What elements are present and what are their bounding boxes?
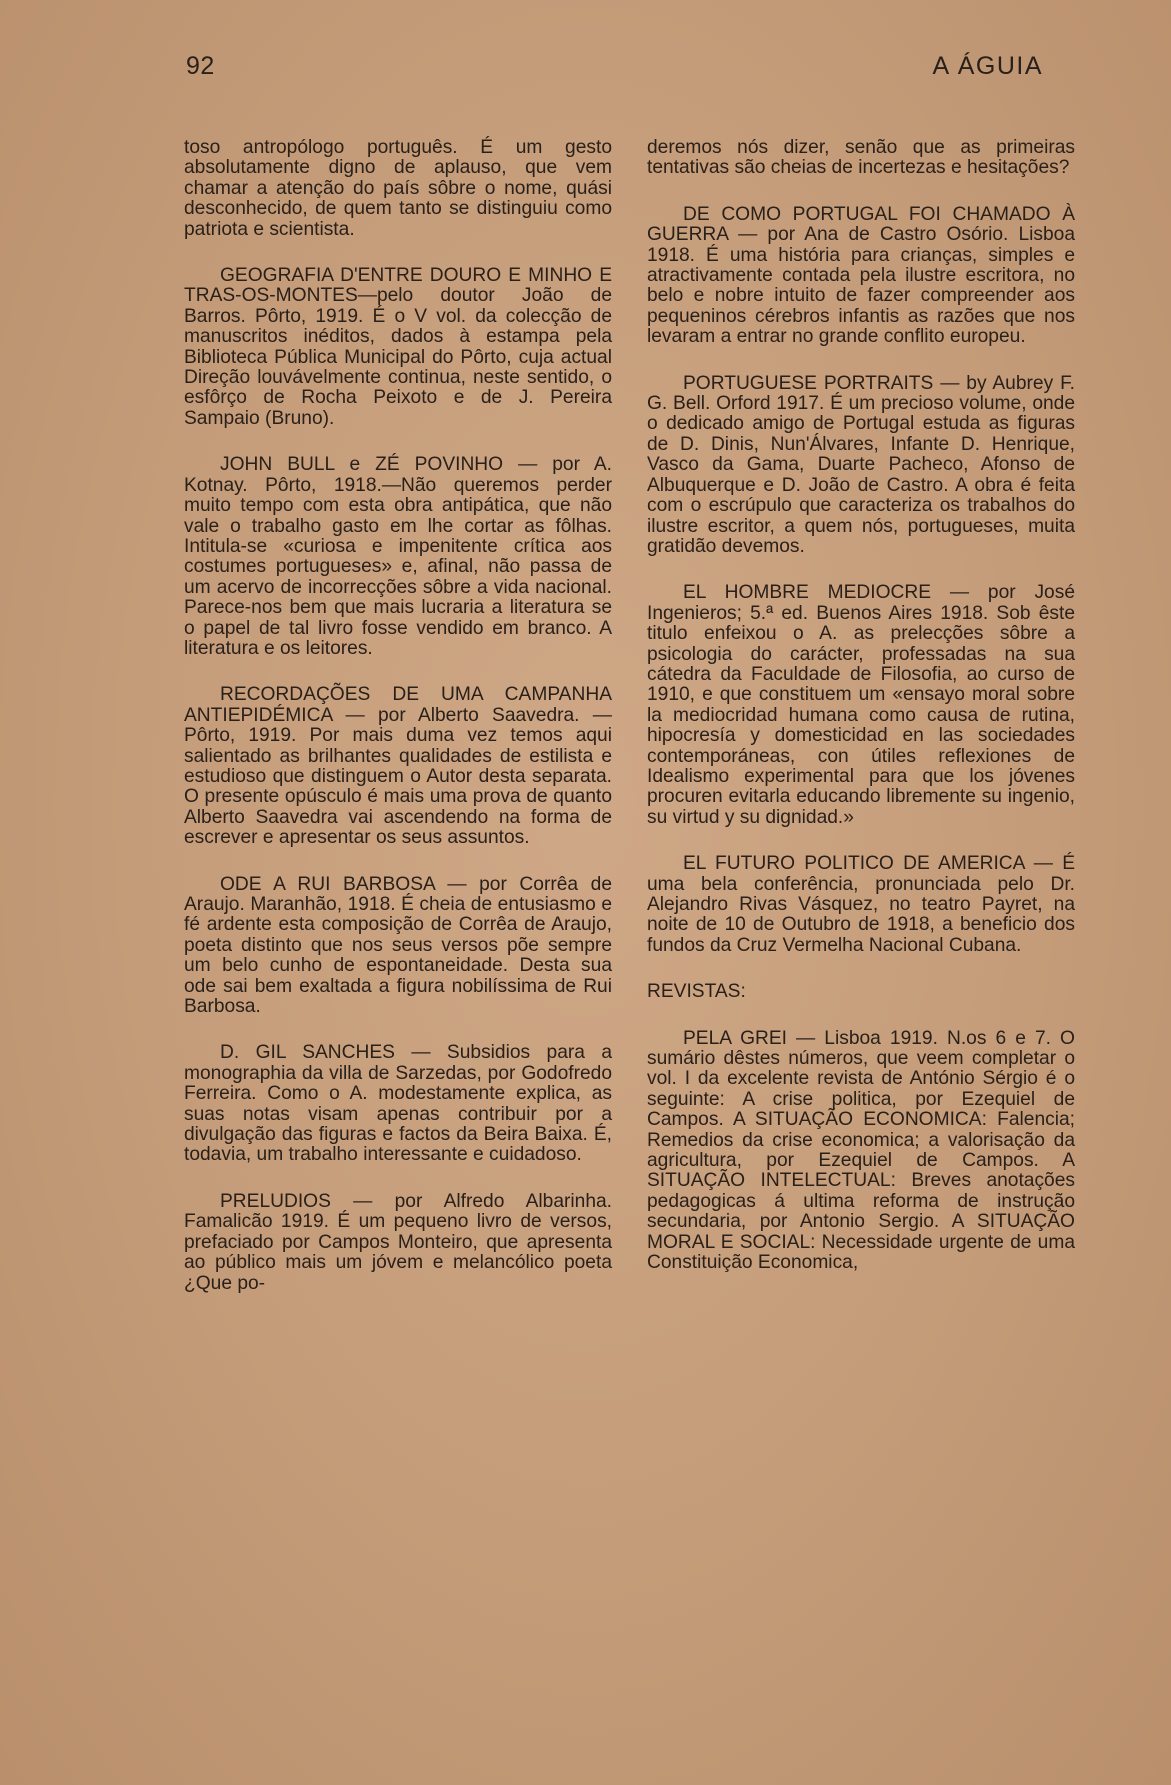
- review-gil-sanches: D. GIL SANCHES — Subsidios para a monographia da villa de Sarzedas, por Godofredo Ferreira. Como o A. modestamente explica, as suas notas visam apenas contribuir por a divulgação das figuras e factos da Beira Baixa. É, todavia, um trabalho interessante e cuidadoso.: [184, 1042, 612, 1166]
- page-header: [186, 52, 1071, 92]
- journal-title: A ÁGUIA: [932, 52, 1043, 80]
- paragraph-continuation: deremos nós dizer, senão que as primeiras tentativas são cheias de incertezas e hesitações?: [647, 137, 1075, 179]
- page-number: 92: [186, 52, 215, 80]
- review-recordacoes: RECORDAÇÕES DE UMA CAMPANHA ANTIEPIDÉMICA — por Alberto Saavedra. — Pôrto, 1919. Por mais duma vez temos aqui salientado as brilhantes qualidades de estilista e estudioso que distinguem o Autor desta separata. O presente opúsculo é mais uma prova de quanto Alberto Saavedra vai ascendendo na forma de escrever e apresentar os seus assuntos.: [184, 684, 612, 849]
- review-hombre-mediocre: EL HOMBRE MEDIOCRE — por José Ingenieros; 5.ª ed. Buenos Aires 1918. Sob êste titulo enfeixou o A. as prelecções sôbre a psicologia do carácter, professadas na sua cátedra da Faculdade de Filosofia, ao curso de 1910, e que constituem um «ensayo moral sobre la mediocridad humana como causa de rutina, hipocresía y domesticidad en las sociedades contemporáneas, con útiles reflexiones de Idealismo experimental para que los jóvenes procuren evitarla educando libremente su ingenio, su virtud y su dignidad.»: [647, 582, 1075, 828]
- review-portuguese-portraits: PORTUGUESE PORTRAITS — by Aubrey F. G. Bell. Orford 1917. É um precioso volume, onde o dedicado amigo de Portugal estuda as figuras de D. Dinis, Nun'Álvares, Infante D. Henrique, Vasco da Gama, Duarte Pacheco, Afonso de Albuquerque e D. João de Castro. A obra é feita com o escrúpulo que caracteriza os trabalhos do ilustre escritor, a quem nós, portugueses, muita gratidão devemos.: [647, 372, 1075, 557]
- right-column: [647, 138, 1075, 1300]
- review-ode-rui-barbosa: ODE A RUI BARBOSA — por Corrêa de Araujo. Maranhão, 1918. É cheia de entusiasmo e fé ardente esta composição de Corrêa de Araujo, poeta distinto que nos seus versos põe sempre um belo cunho de espontaneidade. Desta sua ode sai bem exaltada a figura nobilíssima de Rui Barbosa.: [184, 873, 612, 1018]
- review-portugal-guerra: DE COMO PORTUGAL FOI CHAMADO À GUERRA — por Ana de Castro Osório. Lisboa 1918. É uma história para crianças, simples e atractivamente contada pela ilustre escritora, no belo e nobre intuito de fazer compreender aos pequeninos cérebros infantis as razões que nos levaram a entrar no grande conflito europeu.: [647, 203, 1075, 348]
- left-column: [184, 138, 612, 1320]
- paragraph-continued: toso antropólogo português. É um gesto absolutamente digno de aplauso, que vem chamar a atenção do país sôbre o nome, quási desconhecido, de quem tanto se distinguiu como patriota e scientista.: [184, 137, 612, 240]
- review-john-bull: JOHN BULL e ZÉ POVINHO — por A. Kotnay. Pôrto, 1918.—Não queremos perder muito tempo com esta obra antipática, que não vale o trabalho gasto em lhe cortar as fôlhas. Intitula-se «curiosa e impenitente crítica aos costumes portugueses» e, afinal, não passa de um acervo de incorrecções sôbre a vida nacional. Parece-nos bem que mais lucraria a literatura se o papel de tal livro fosse vendido em branco. A literatura e os leitores.: [184, 454, 612, 659]
- section-heading-revistas: REVISTAS:: [647, 981, 746, 1003]
- review-preludios: PRELUDIOS — por Alfredo Albarinha. Famalicão 1919. É um pequeno livro de versos, prefaciado por Campos Monteiro, que apresenta ao público mais um jóvem e melancólico poeta ¿Que po-: [184, 1190, 612, 1294]
- review-pela-grei: PELA GREI — Lisboa 1919. N.os 6 e 7. O sumário dêstes números, que veem completar o vol. I da excelente revista de António Sérgio é o seguinte: A crise politica, por Ezequiel de Campos. A SITUAÇÃO ECONOMICA: Falencia; Remedios da crise economica; a valorisação da agricultura, por Ezequiel de Campos. A SITUAÇÃO INTELECTUAL: Breves anotações pedagogicas á ultima reforma de instrução secundaria, por Antonio Sergio. A SITUAÇÃO MORAL E SOCIAL: Necessidade urgente de uma Constituição Economica,: [647, 1027, 1075, 1274]
- review-futuro-politico: EL FUTURO POLITICO DE AMERICA — É uma bela conferência, pronunciada pelo Dr. Alejandro Rivas Vásquez, no teatro Payret, na noite de 10 de Outubro de 1918, a beneficio dos fundos da Cruz Vermelha Nacional Cubana.: [647, 853, 1075, 956]
- review-geografia: GEOGRAFIA D'ENTRE DOURO E MINHO E TRAS-OS-MONTES—pelo doutor João de Barros. Pôrto, 1919. É o V vol. da colecção de manuscritos inéditos, dados à estampa pela Biblioteca Pública Municipal do Pôrto, cuja actual Direção louvávelmente continua, neste sentido, o esfôrço de Rocha Peixoto e de J. Pereira Sampaio (Bruno).: [184, 265, 612, 429]
